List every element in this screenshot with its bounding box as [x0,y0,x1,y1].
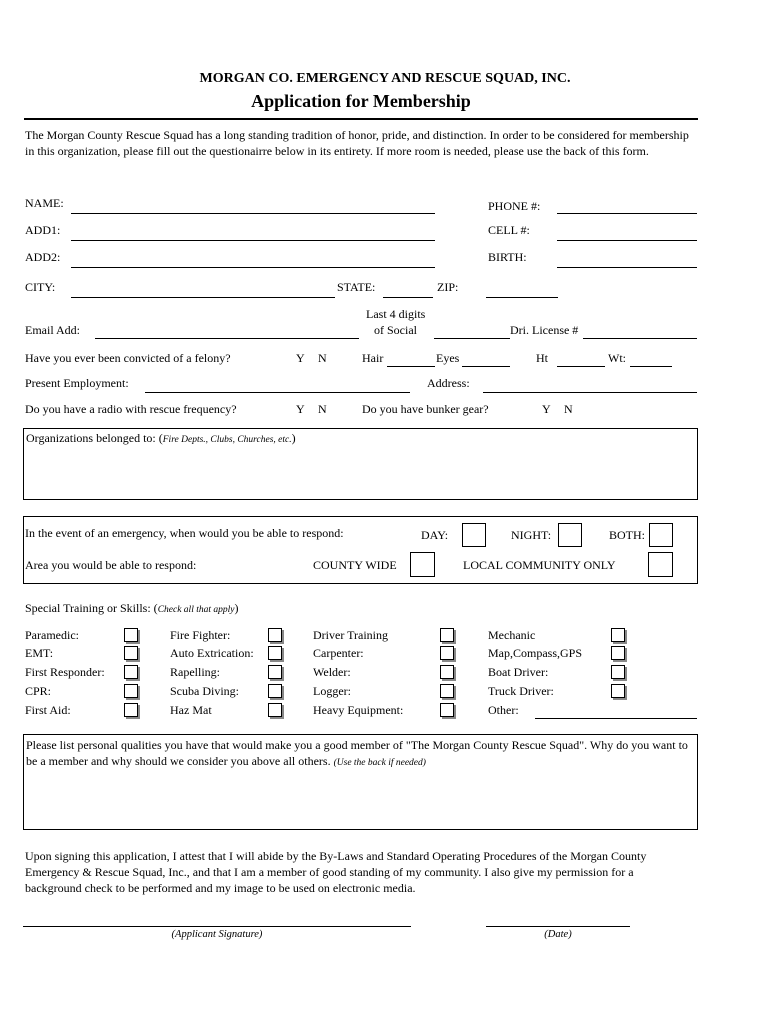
email-label: Email Add: [25,323,80,337]
name-label: NAME: [25,196,64,210]
skill-label: First Aid: [25,703,71,717]
skill-checkbox[interactable] [611,628,625,642]
eyes-field[interactable] [462,366,510,367]
city-field[interactable] [71,297,335,298]
zip-label: ZIP: [437,280,459,294]
skill-label: Other: [488,703,519,717]
add2-label: ADD2: [25,250,61,264]
address-label: Address: [427,376,470,390]
employment-field[interactable] [145,392,410,393]
employment-label: Present Employment: [25,376,129,390]
skill-label: Truck Driver: [488,684,554,698]
skill-label: EMT: [25,646,54,660]
both-checkbox[interactable] [649,523,673,547]
felony-yes[interactable]: Y [296,351,305,365]
skill-label: Boat Driver: [488,665,549,679]
ht-field[interactable] [557,366,605,367]
last4-label-1: Last 4 digits [366,307,426,321]
skill-checkbox[interactable] [268,684,282,698]
day-checkbox[interactable] [462,523,486,547]
night-checkbox[interactable] [558,523,582,547]
skill-checkbox[interactable] [611,665,625,679]
skills-title: Special Training or Skills: (Check all that apply) [25,601,239,615]
skill-checkbox[interactable] [124,703,138,717]
radio-no[interactable]: N [318,402,327,416]
skill-checkbox[interactable] [611,684,625,698]
organizations-label: Organizations belonged to: (Fire Depts., Clubs, Churches, etc.) [26,431,296,445]
dl-field[interactable] [583,338,697,339]
other-skill-field[interactable] [535,718,697,719]
skill-checkbox[interactable] [124,665,138,679]
area-question: Area you would be able to respond: [25,558,197,572]
skill-checkbox[interactable] [124,646,138,660]
wt-label: Wt: [608,351,626,365]
bunker-question: Do you have bunker gear? [362,402,489,416]
ssn-field[interactable] [434,338,510,339]
add1-label: ADD1: [25,223,61,237]
last4-label-2: of Social [374,323,417,337]
county-wide-checkbox[interactable] [410,552,435,577]
city-label: CITY: [25,280,56,294]
skill-label: Mechanic [488,628,536,642]
both-label: BOTH: [609,528,645,542]
attestation-paragraph: Upon signing this application, I attest that I will abide by the By-Laws and Standard Operating Procedures of the Morgan County Emergency & Rescue Squad, Inc., and that I am a member of good standing of my community. I also give my permission for a background check to be performed and my image to be used on electronic media. [25,849,647,895]
felony-question: Have you ever been convicted of a felony? [25,351,231,365]
skill-checkbox[interactable] [268,703,282,717]
zip-field[interactable] [486,297,558,298]
address-field[interactable] [483,392,697,393]
birth-label: BIRTH: [488,250,527,264]
radio-question: Do you have a radio with rescue frequency? [25,402,237,416]
skill-checkbox[interactable] [440,646,454,660]
skill-label: Haz Mat [170,703,212,717]
skill-checkbox[interactable] [440,665,454,679]
skill-label: CPR: [25,684,52,698]
skill-label: Driver Training [313,628,388,642]
hair-label: Hair [362,351,384,365]
wt-field[interactable] [630,366,672,367]
hair-field[interactable] [387,366,435,367]
skill-label: First Responder: [25,665,105,679]
bunker-no[interactable]: N [564,402,573,416]
skill-label: Scuba Diving: [170,684,239,698]
skill-label: Carpenter: [313,646,364,660]
form-title: Application for Membership [251,91,471,111]
radio-yes[interactable]: Y [296,402,305,416]
skill-label: Logger: [313,684,351,698]
phone-label: PHONE #: [488,199,541,213]
ht-label: Ht [536,351,548,365]
state-label: STATE: [337,280,376,294]
eyes-label: Eyes [436,351,460,365]
organizations-box[interactable] [23,428,698,500]
night-label: NIGHT: [511,528,552,542]
local-community-checkbox[interactable] [648,552,673,577]
cell-label: CELL #: [488,223,530,237]
skill-checkbox[interactable] [124,684,138,698]
qualities-box[interactable] [23,734,698,830]
skill-checkbox[interactable] [268,665,282,679]
dl-label: Dri. License # [510,323,579,337]
qualities-prompt: Please list personal qualities you have that would make you a good member of "The Morgan County Rescue Squad". Why do you want to be a member and why should we consider you above all others. (Use the back if needed) [26,738,688,768]
bunker-yes[interactable]: Y [542,402,551,416]
skill-checkbox[interactable] [440,684,454,698]
date-field[interactable] [486,926,630,927]
county-wide-label: COUNTY WIDE [313,558,397,572]
signature-label: (Applicant Signature) [171,929,263,940]
date-label: (Date) [544,929,572,940]
birth-field[interactable] [557,267,697,268]
skill-checkbox[interactable] [268,646,282,660]
add2-field[interactable] [71,267,435,268]
local-community-label: LOCAL COMMUNITY ONLY [463,558,616,572]
skill-label: Map,Compass,GPS [488,646,583,660]
org-name: MORGAN CO. EMERGENCY AND RESCUE SQUAD, INC. [199,71,571,86]
intro-paragraph: The Morgan County Rescue Squad has a long standing tradition of honor, pride, and distinction. In order to be considered for membership in this organization, please fill out the questionairre below in its entirety. If more room is needed, please use the back of this form. [25,128,689,158]
skill-label: Welder: [313,665,351,679]
respond-question: In the event of an emergency, when would you be able to respond: [25,526,344,540]
skill-checkbox[interactable] [268,628,282,642]
skill-checkbox[interactable] [440,703,454,717]
felony-no[interactable]: N [318,351,327,365]
skill-label: Heavy Equipment: [313,703,404,717]
day-label: DAY: [421,528,449,542]
skill-label: Auto Extrication: [170,646,254,660]
skill-label: Rapelling: [170,665,220,679]
add1-field[interactable] [71,240,435,241]
skill-label: Fire Fighter: [170,628,231,642]
name-field[interactable] [71,213,435,214]
state-field[interactable] [383,297,433,298]
skill-label: Paramedic: [25,628,79,642]
header-rule [24,118,698,120]
email-field[interactable] [95,338,359,339]
skill-checkbox[interactable] [124,628,138,642]
cell-field[interactable] [557,240,697,241]
phone-field[interactable] [557,213,697,214]
skill-checkbox[interactable] [440,628,454,642]
skill-checkbox[interactable] [611,646,625,660]
signature-field[interactable] [23,926,411,927]
